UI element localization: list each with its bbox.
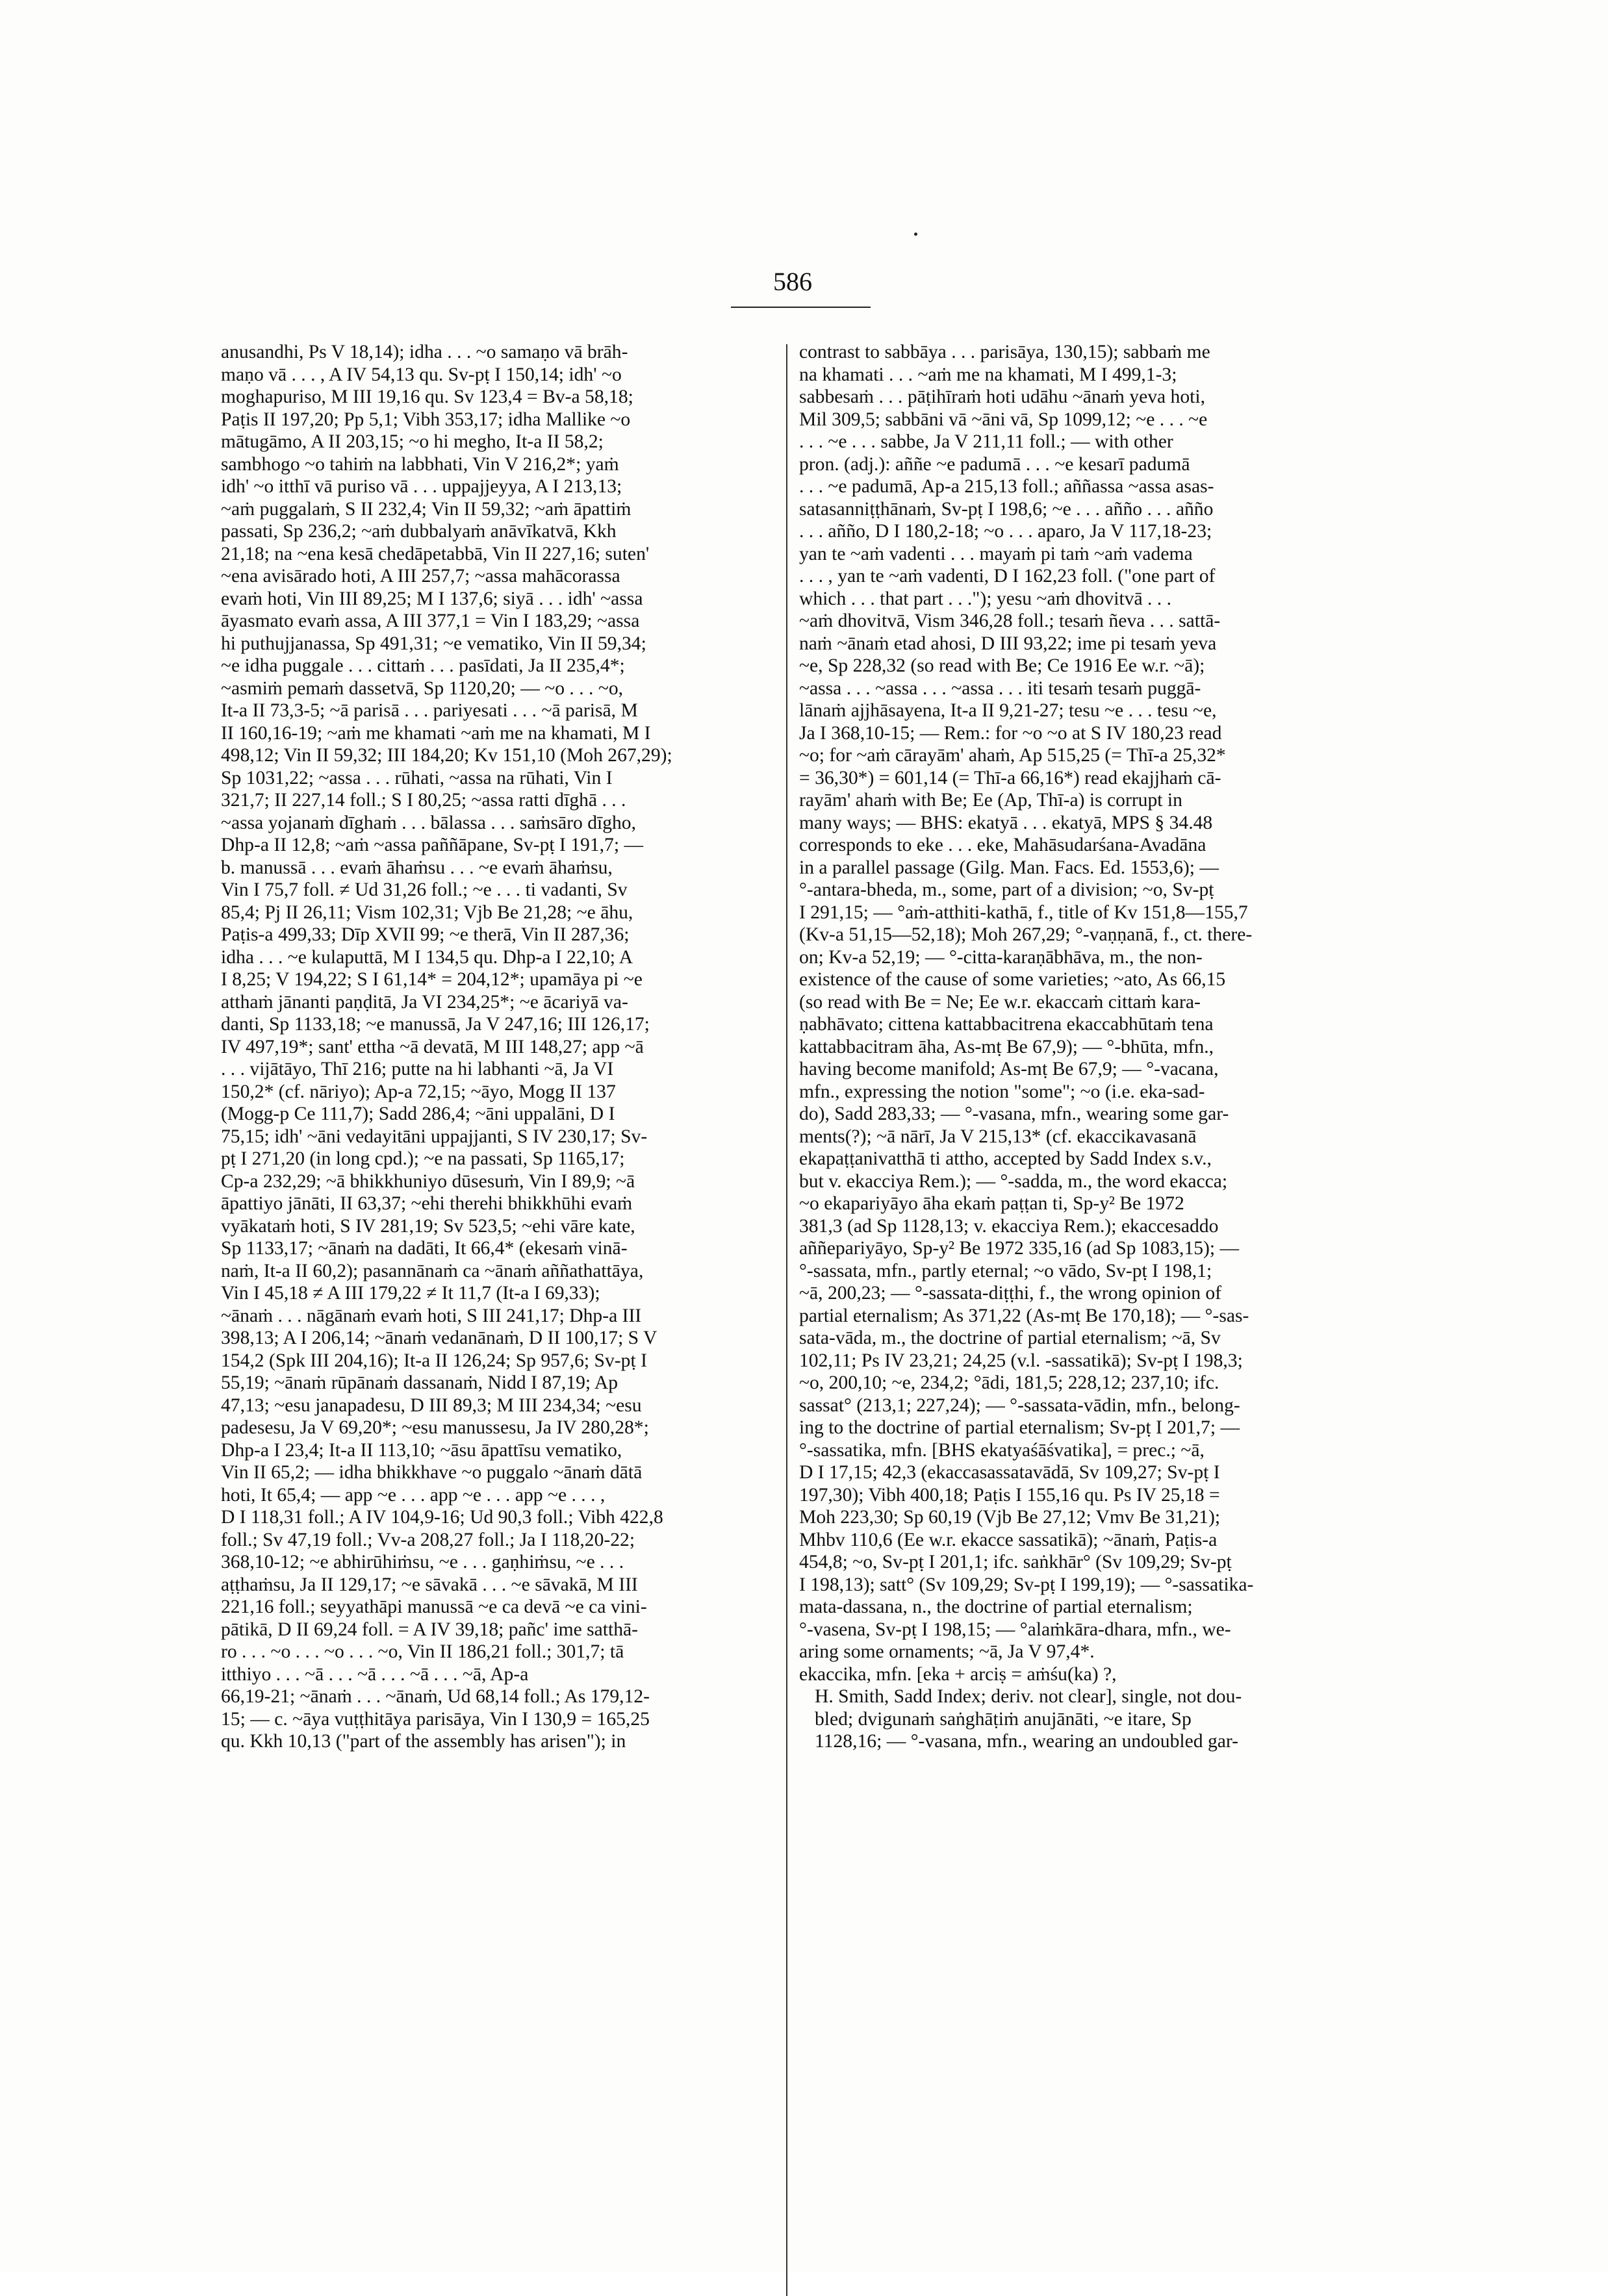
text-line: IV 497,19*; sant' ettha ~ā devatā, M III 148,27; app ~ā [221,1036,644,1057]
text-line: satasanniṭṭhānaṁ, Sv-pṭ I 198,6; ~e . . . añño . . . añño [799,498,1214,520]
text-line: ~o, 200,10; ~e, 234,2; °ādi, 181,5; 228,12; 237,10; ifc. [799,1372,1219,1393]
text-line: ~ena avisārado hoti, A III 257,7; ~assa mahācorassa [221,566,620,587]
text-line: (so read with Be = Ne; Ee w.r. ekaccaṁ cittaṁ kara- [799,991,1201,1013]
text-line: hi puthujjanassa, Sp 491,31; ~e vematiko, Vin II 59,34; [221,633,646,654]
text-line: Sp 1133,17; ~ānaṁ na dadāti, It 66,4* (ekesaṁ vinā- [221,1238,628,1259]
text-line: having become manifold; As-mṭ Be 67,9; — °-vacana, [799,1059,1219,1079]
text-line: padesesu, Ja V 69,20*; ~esu manussesu, Ja IV 280,28*; [221,1417,649,1438]
text-line: Cp-a 232,29; ~ā bhikkhuniyo dūsesuṁ, Vin I 89,9; ~ā [221,1170,635,1192]
text-line: Mhbv 110,6 (Ee w.r. ekacce sassatikā); ~ānaṁ, Paṭis-a [799,1529,1218,1550]
text-line: ing to the doctrine of partial eternalism; Sv-pṭ I 201,7; — [799,1417,1240,1438]
text-line: maṇo vā . . . , A IV 54,13 qu. Sv-pṭ I 150,14; idh' ~o [221,364,622,385]
text-line: (Kv-a 51,15—52,18); Moh 267,29; °-vaṇṇanā, f., ct. there- [799,924,1253,945]
text-line: I 198,13); satt° (Sv 109,29; Sv-pṭ I 199,19); — °-sassatika- [799,1574,1254,1595]
text-line: itthiyo . . . ~ā . . . ~ā . . . ~ā . . . ~ā, Ap-a [221,1663,529,1685]
text-line: ekapaṭṭanivatthā ti attho, accepted by Sadd Index s.v., [799,1148,1212,1169]
text-line: It-a II 73,3-5; ~ā parisā . . . pariyesati . . . ~ā parisā, M [221,700,638,721]
text-line: corresponds to eke . . . eke, Mahāsudarśana-Avadāna [799,835,1206,855]
text-line: aññepariyāyo, Sp-y² Be 1972 335,16 (ad Sp 1083,15); — [799,1238,1240,1259]
text-line: Sp 1031,22; ~assa . . . rūhati, ~assa na rūhati, Vin I [221,767,613,788]
text-line: existence of the cause of some varieties; ~ato, As 66,15 [799,969,1226,990]
text-line: qu. Kkh 10,13 ("part of the assembly has arisen"); in [221,1731,626,1752]
text-line: pātikā, D II 69,24 foll. = A IV 39,18; pañc' ime satthā- [221,1619,639,1640]
text-line: . . . ~e . . . sabbe, Ja V 211,11 foll.; — with other [799,431,1173,452]
text-line: sabbesaṁ . . . pāṭihīraṁ hoti udāhu ~ānaṁ yeva hoti, [799,386,1205,407]
text-line: aring some ornaments; ~ā, Ja V 97,4*. [799,1641,1095,1662]
entry-ekacca-continued [799,341,1364,1663]
text-line: anusandhi, Ps V 18,14); idha . . . ~o samaṇo vā brāh- [221,342,628,362]
text-line: ṇabhāvato; cittena kattabbacitrena ekaccabhūtaṁ tena [799,1014,1214,1035]
text-line: 1128,16; — °-vasana, mfn., wearing an undoubled gar- [815,1731,1238,1752]
text-line: āpattiyo jānāti, II 63,37; ~ehi therehi bhikkhūhi evaṁ [221,1193,633,1214]
text-line: many ways; — BHS: ekatyā . . . ekatyā, MPS § 34.48 [799,812,1213,833]
text-line: °-sassatika, mfn. [BHS ekatyaśāśvatika], = prec.; ~ā, [799,1439,1205,1461]
text-line: ments(?); ~ā nārī, Ja V 215,13* (cf. ekaccikavasanā [799,1126,1197,1147]
text-line: ~ā, 200,23; — °-sassata-diṭṭhi, f., the wrong opinion of [799,1283,1222,1304]
text-line: °-antara-bheda, m., some, part of a division; ~o, Sv-pṭ [799,879,1214,900]
text-line: Dhp-a II 12,8; ~aṁ ~assa paññāpane, Sv-pṭ I 191,7; — [221,835,644,855]
text-line: on; Kv-a 52,19; — °-citta-karaṇābhāva, m., the non- [799,946,1203,968]
text-line: ~assa . . . ~assa . . . ~assa . . . iti tesaṁ tesaṁ puggā- [799,677,1201,699]
text-line: idh' ~o itthī vā puriso vā . . . uppajjeyya, A I 213,13; [221,476,622,497]
text-line: yan te ~aṁ vadenti . . . mayaṁ pi taṁ ~aṁ vadema [799,543,1193,564]
text-line: mata-dassana, n., the doctrine of partial eternalism; [799,1596,1193,1617]
right-column [799,341,1364,1753]
column-divider [786,344,787,2296]
text-line: sata-vāda, m., the doctrine of partial eternalism; ~ā, Sv [799,1328,1221,1348]
text-line: moghapuriso, M III 19,16 qu. Sv 123,4 = Bv-a 58,18; [221,386,633,407]
text-line: Vin II 65,2; — idha bhikkhave ~o puggalo ~ānaṁ dātā [221,1462,643,1483]
text-line: . . . añño, D I 180,2-18; ~o . . . aparo, Ja V 117,18-23; [799,521,1212,542]
text-line: pron. (adj.): aññe ~e padumā . . . ~e kesarī padumā [799,453,1190,475]
text-line: do), Sadd 283,33; — °-vasana, mfn., wearing some gar- [799,1104,1229,1124]
text-line: 368,10-12; ~e abhirūhiṁsu, ~e . . . gaṇhiṁsu, ~e . . . [221,1552,624,1572]
text-line: (Mogg-p Ce 111,7); Sadd 286,4; ~āni uppalāni, D I [221,1104,615,1124]
text-line: ro . . . ~o . . . ~o . . . ~o, Vin II 186,21 foll.; 301,7; tā [221,1641,624,1662]
text-line: foll.; Sv 47,19 foll.; Vv-a 208,27 foll.; Ja I 118,20-22; [221,1529,635,1550]
text-line: ~o ekapariyāyo āha ekaṁ paṭṭan ti, Sp-y² Be 1972 [799,1193,1184,1214]
text-line: passati, Sp 236,2; ~aṁ dubbalyaṁ anāvīkatvā, Kkh [221,521,617,542]
text-line: Moh 223,30; Sp 60,19 (Vjb Be 27,12; Vmv Be 31,21); [799,1507,1221,1528]
text-line: mātugāmo, A II 203,15; ~o hi megho, It-a II 58,2; [221,431,604,452]
text-line: naṁ, It-a II 60,2); pasannānaṁ ca ~ānaṁ aññathattāya, [221,1260,644,1281]
text-line: Paṭis II 197,20; Pp 5,1; Vibh 353,17; idha Mallike ~o [221,409,631,430]
text-line: ~e idha puggale . . . cittaṁ . . . pasīdati, Ja II 235,4*; [221,655,625,676]
text-line: Vin I 75,7 foll. ≠ Ud 31,26 foll.; ~e . . . ti vadanti, Sv [221,879,628,900]
entry-ekaccika [799,1663,1364,1753]
text-line: °-vasena, Sv-pṭ I 198,15; — °alaṁkāra-dhara, mfn., we- [799,1619,1231,1640]
text-line: 21,18; na ~ena kesā chedāpetabbā, Vin II 227,16; suten' [221,543,650,564]
text-line: aṭṭhaṁsu, Ja II 129,17; ~e sāvakā . . . ~e sāvakā, M III [221,1574,638,1595]
text-line: b. manussā . . . evaṁ āhaṁsu . . . ~e evaṁ āhaṁsu, [221,857,613,878]
text-line: 197,30); Vibh 400,18; Paṭis I 155,16 qu. Ps IV 25,18 = [799,1484,1220,1506]
text-line: D I 17,15; 42,3 (ekaccasassatavādā, Sv 109,27; Sv-pṭ I [799,1462,1220,1483]
text-line: bled; dvigunaṁ saṅghāṭiṁ anujānāti, ~e itare, Sp [815,1708,1192,1730]
text-line: 154,2 (Spk III 204,16); It-a II 126,24; Sp 957,6; Sv-pṭ I [221,1350,647,1371]
text-line: in a parallel passage (Gilg. Man. Facs. Ed. 1553,6); — [799,857,1219,878]
text-line: atthaṁ jānanti paṇḍitā, Ja VI 234,25*; ~e ācariyā va- [221,991,628,1013]
text-line: which . . . that part . . ."); yesu ~aṁ dhovitvā . . . [799,588,1172,609]
text-line: 398,13; A I 206,14; ~ānaṁ vedanānaṁ, D II 100,17; S V [221,1328,657,1348]
text-line: 498,12; Vin II 59,32; III 184,20; Kv 151,10 (Moh 267,29); [221,745,672,766]
text-line: sassat° (213,1; 227,24); — °-sassata-vādin, mfn., belong- [799,1394,1240,1416]
page-mark [914,233,917,236]
text-line: ~asmiṁ pemaṁ dassetvā, Sp 1120,20; — ~o . . . ~o, [221,677,624,699]
text-line: āyasmato evaṁ assa, A III 377,1 = Vin I 183,29; ~assa [221,611,640,631]
text-line: rayām' ahaṁ with Be; Ee (Ap, Thī-a) is corrupt in [799,790,1182,811]
text-line: . . . ~e padumā, Ap-a 215,13 foll.; aññassa ~assa asas- [799,476,1214,497]
text-line: 381,3 (ad Sp 1128,13; v. ekacciya Rem.); ekaccesaddo [799,1215,1219,1237]
text-line: 66,19-21; ~ānaṁ . . . ~ānaṁ, Ud 68,14 foll.; As 179,12- [221,1686,650,1707]
text-line: 102,11; Ps IV 23,21; 24,25 (v.l. -sassatikā); Sv-pṭ I 198,3; [799,1350,1243,1371]
text-line: ekaccika, mfn. [eka + arciṣ = aṁśu(ka) ?, [799,1663,1117,1685]
text-line: contrast to sabbāya . . . parisāya, 130,15); sabbaṁ me [799,342,1210,362]
text-line: evaṁ hoti, Vin III 89,25; M I 137,6; siyā . . . idh' ~assa [221,588,643,609]
text-line: = 36,30*) = 601,14 (= Thī-a 66,16*) read ekajjhaṁ cā- [799,767,1221,788]
text-line: Paṭis-a 499,33; Dīp XVII 99; ~e therā, Vin II 287,36; [221,924,630,945]
text-line: 47,13; ~esu janapadesu, D III 89,3; M III 234,34; ~esu [221,1394,642,1416]
text-line: Mil 309,5; sabbāni vā ~āni vā, Sp 1099,12; ~e . . . ~e [799,409,1208,430]
text-line: partial eternalism; As 371,22 (As-mṭ Be 170,18); — °-sas- [799,1305,1249,1326]
text-line: kattabbacitram āha, As-mṭ Be 67,9); — °-bhūta, mfn., [799,1036,1214,1057]
text-line: 75,15; idh' ~āni vedayitāni uppajjanti, S IV 230,17; Sv- [221,1126,648,1147]
text-line: ~aṁ dhovitvā, Vism 346,28 foll.; tesaṁ ñeva . . . sattā- [799,611,1221,631]
text-line: Ja I 368,10-15; — Rem.: for ~o ~o at S IV 180,23 read [799,722,1222,744]
page-number: 586 [773,267,812,296]
text-line: 55,19; ~ānaṁ rūpānaṁ dassanaṁ, Nidd I 87,19; Ap [221,1372,619,1393]
text-line: ~o; for ~aṁ cārayām' ahaṁ, Ap 515,25 (= Thī-a 25,32* [799,745,1226,766]
text-line: 15; — c. ~āya vuṭṭhitāya parisāya, Vin I 130,9 = 165,25 [221,1708,650,1730]
text-line: idha . . . ~e kulaputtā, M I 134,5 qu. Dhp-a I 22,10; A [221,946,633,968]
text-line: Vin I 45,18 ≠ A III 179,22 ≠ It 11,7 (It-a I 69,33); [221,1283,600,1304]
text-line: ~aṁ puggalaṁ, S II 232,4; Vin II 59,32; ~aṁ āpattiṁ [221,498,632,520]
text-line: . . . vijātāyo, Thī 216; putte na hi labhanti ~ā, Ja VI [221,1059,614,1079]
text-line: naṁ ~ānaṁ etad ahosi, D III 93,22; ime pi tesaṁ yeva [799,633,1217,654]
text-line: ~e, Sp 228,32 (so read with Be; Ce 1916 Ee w.r. ~ā); [799,655,1205,676]
text-line: Dhp-a I 23,4; It-a II 113,10; ~āsu āpattīsu vematiko, [221,1439,622,1461]
text-line: 85,4; Pj II 26,11; Vism 102,31; Vjb Be 21,28; ~e āhu, [221,902,633,923]
text-line: I 8,25; V 194,22; S I 61,14* = 204,12*; upamāya pi ~e [221,969,643,990]
text-line: 454,8; ~o, Sv-pṭ I 201,1; ifc. saṅkhār° (Sv 109,29; Sv-pṭ [799,1552,1232,1572]
text-line: hoti, It 65,4; — app ~e . . . app ~e . . . app ~e . . . , [221,1484,606,1506]
text-line: mfn., expressing the notion "some"; ~o (i.e. eka-sad- [799,1081,1205,1102]
text-line: ~ānaṁ . . . nāgānaṁ evaṁ hoti, S III 241,17; Dhp-a III [221,1305,642,1326]
left-column [221,341,780,1753]
header-rule [731,307,871,308]
text-line: 321,7; II 227,14 foll.; S I 80,25; ~assa ratti dīghā . . . [221,790,626,811]
text-line: . . . , yan te ~aṁ vadenti, D I 162,23 foll. ("one part of [799,566,1216,587]
text-line: ~assa yojanaṁ dīghaṁ . . . bālassa . . . saṁsāro dīgho, [221,812,636,833]
text-line: 150,2* (cf. nāriyo); Ap-a 72,15; ~āyo, Mogg II 137 [221,1081,616,1102]
text-line: 221,16 foll.; seyyathāpi manussā ~e ca devā ~e ca vini- [221,1596,647,1617]
text-line: II 160,16-19; ~aṁ me khamati ~aṁ me na khamati, M I [221,722,651,744]
text-line: sambhogo ~o tahiṁ na labbhati, Vin V 216,2*; yaṁ [221,453,619,475]
text-line: na khamati . . . ~aṁ me na khamati, M I 499,1-3; [799,364,1177,385]
text-line: °-sassata, mfn., partly eternal; ~o vādo, Sv-pṭ I 198,1; [799,1260,1212,1281]
text-line: vyākataṁ hoti, S IV 281,19; Sv 523,5; ~ehi vāre kate, [221,1215,635,1237]
text-line: but v. ekacciya Rem.); — °-sadda, m., the word ekacca; [799,1170,1228,1192]
text-line: I 291,15; — °aṁ-atthiti-kathā, f., title of Kv 151,8—155,7 [799,902,1248,923]
text-line: H. Smith, Sadd Index; deriv. not clear], single, not dou- [815,1686,1242,1707]
text-line: danti, Sp 1133,18; ~e manussā, Ja V 247,16; III 126,17; [221,1014,650,1035]
text-line: D I 118,31 foll.; A IV 104,9-16; Ud 90,3 foll.; Vibh 422,8 [221,1507,663,1528]
text-line: lānaṁ ajjhāsayena, It-a II 9,21-27; tesu ~e . . . tesu ~e, [799,700,1217,721]
text-line: pṭ I 271,20 (in long cpd.); ~e na passati, Sp 1165,17; [221,1148,625,1169]
